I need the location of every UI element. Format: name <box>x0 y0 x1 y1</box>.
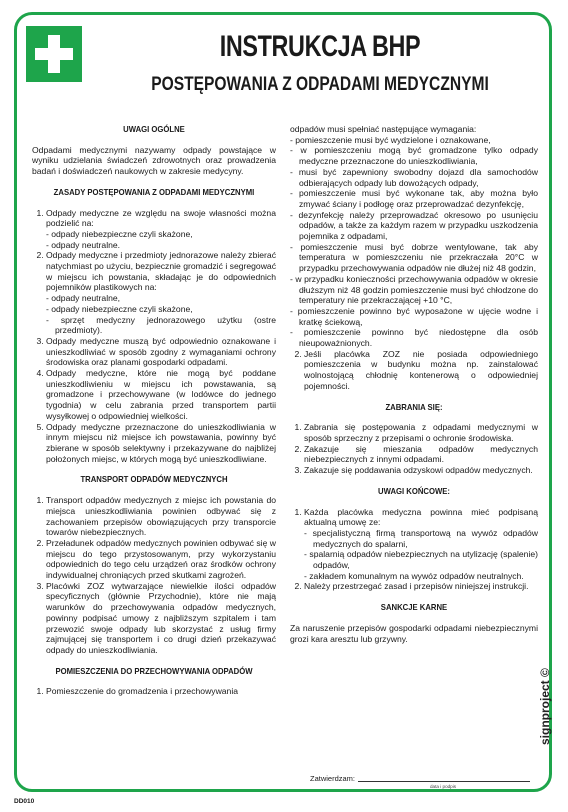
list-item: 1. Transport odpadów medycznych z miejsc ich powstania do miejsca unieszkodliwiania powinien odbywać się z zachowaniem przepisów obowiązujących przy transporcie towarów niebezpiecznych. <box>46 495 276 538</box>
list-item: - specjalistyczną firmą transportową na wywóz odpadów medycznych do spalarni, <box>304 528 538 549</box>
list-item: 4. Odpady medyczne, które nie mogą być poddane unieszkodliwieniu w miejscu ich powstawania, są gromadzone i przechowywane (w lodówce do jednego tygodnia) w celu zabrania przed transportem partii wysyłkowej o odpowiedniej wielkości. <box>46 368 276 422</box>
left-column <box>32 124 276 697</box>
list-item: - musi być zapewniony swobodny dojazd dla samochodów odbierających odpady lub dowożących odpady, <box>290 167 538 188</box>
list-item: 2. Jeśli placówka ZOZ nie posiada odpowiedniego pomieszczenia w budynku można np. zainstalować wolnostojącą chłodnię kontenerową o odpowiedniej pojemności. <box>304 349 538 392</box>
list-item: - zakładem komunalnym na wywóz odpadów neutralnych. <box>304 571 538 582</box>
list-item: - odpady neutralne. <box>46 240 276 251</box>
list-item: 3. Zakazuje się poddawania odzyskowi odpadów medycznych. <box>304 465 538 476</box>
page-title: INSTRUKCJA BHP <box>219 30 421 63</box>
right-column <box>290 124 538 644</box>
signature-line <box>358 781 530 782</box>
list-item: - odpady niebezpieczne czyli skażone, <box>46 229 276 240</box>
przechowywanie-list <box>32 686 276 697</box>
list-item: 5. Odpady medyczne przeznaczone do unieszkodliwiania w innym miejscu niż miejsce ich powstawania, powinny być zbierane w sposób selektywny i przekazywane do najbliżej położonych miejsc, w których mogą być unieszkodliwiane. <box>46 422 276 465</box>
list-item: 2. Zakazuje się mieszania odpadów medycznych niebezpiecznych z innymi odpadami. <box>304 444 538 465</box>
section-heading-przechowywanie: POMIESZCZENIA DO PRZECHOWYWANIA ODPADÓW <box>55 665 253 676</box>
list-item: 3. Placówki ZOZ wytwarzające niewielkie ilości odpadów specyficznych (głównie Przychodnie), które nie mają warunków do przechowywania odpadów medycznych, powinny podpisać umowy z najbliższym szpitalem i tam przewozić swoje odpady lub skorzystać z usług firmy zajmującej się transportem i co drugi dzień przekazywać odpady do unieszkodliwiania. <box>46 581 276 656</box>
section-heading-uwagi: UWAGI OGÓLNE <box>123 124 185 134</box>
przechowywanie-continued: odpadów musi spełniać następujące wymagania: <box>290 124 477 134</box>
section-heading-zasady: ZASADY POSTĘPOWANIA Z ODPADAMI MEDYCZNYMI <box>53 186 255 197</box>
list-item: - w pomieszczeniu mogą być gromadzone tylko odpady medyczne przeznaczone do unieszkodliwiania, <box>290 145 538 166</box>
list-item: - spalarnią odpadów niebezpiecznych na utylizację (spalenie) odpadów, <box>304 549 538 570</box>
requirements-list <box>290 135 538 349</box>
list-item: 2. Przeładunek odpadów medycznych powinien odbywać się w miejscu do tego przystosowanym, przy wykorzystaniu odpowiednich do tego celu urządzeń oraz środków ochrony indywidualnej chroniących przed skutkami zagrożeń. <box>46 538 276 581</box>
transport-list <box>32 495 276 656</box>
list-item: - w przypadku konieczności przechowywania odpadów w okresie dłuższym niż 48 godzin pomieszczenie musi być chłodzone do temperatury nie przekraczającej +10 °C, <box>290 274 538 306</box>
list-item: - odpady niebezpieczne czyli skażone, <box>46 304 276 315</box>
przechowywanie-list-continued <box>290 349 538 392</box>
list-item: 1. Zabrania się postępowania z odpadami medycznymi w sposób sprzeczny z przepisami o ochronie środowiska. <box>304 422 538 443</box>
list-item: 1. Pomieszczenie do gromadzenia i przechowywania <box>46 686 276 697</box>
section-heading-zabrania: ZABRANIA SIĘ: <box>385 401 443 412</box>
zasady-list <box>32 208 276 465</box>
first-aid-cross-icon <box>26 26 82 82</box>
list-item: 3. Odpady medyczne muszą być odpowiednio oznakowane i unieszkodliwiać w sposób zgodny z wymaganiami ochrony środowiska oraz planami gospodarki odpadami. <box>46 336 276 368</box>
section-heading-sankcje: SANKCJE KARNE <box>380 602 448 613</box>
zabrania-list <box>290 422 538 476</box>
list-item: - pomieszczenie musi być dobrze wentylowane, tak aby temperatura w pomieszczeniu nie przekraczała 20°C w przypadku przechowywania odpadów nie dłużej niż 48 godzin, <box>290 242 538 274</box>
section-heading-transport: TRANSPORT ODPADÓW MEDYCZNYCH <box>80 474 228 485</box>
sankcje-text: Za naruszenie przepisów gospodarki odpadami niebezpiecznymi grozi kara aresztu lub grzywny. <box>290 622 538 644</box>
list-item: - pomieszczenie musi być wydzielone i oznakowane, <box>290 135 538 146</box>
section-heading-koncowe: UWAGI KOŃCOWE: <box>378 485 450 496</box>
signature-caption: data i podpis <box>430 784 457 789</box>
list-item: 1. Każda placówka medyczna powinna mieć podpisaną aktualną umowę ze: - specjalistyczną firmą transportową na wywóz odpadów medycznych do spalarni, - spalarnią odpadów niebezpiecznych na utylizację (spalenie) odpadów, - zakładem komunalnym na wywóz odpadów neutralnych. <box>304 507 538 582</box>
brand-label: signproject © <box>538 668 552 745</box>
uwagi-text: Odpadami medycznymi nazywamy odpady powstające w wyniku udzielania świadczeń zdrowotnych oraz prowadzenia badań i doświadczeń naukowych w zakresie medycyny. <box>32 144 276 177</box>
approve-label: Zatwierdzam: <box>310 774 356 783</box>
koncowe-list <box>290 507 538 593</box>
list-item: - sprzęt medyczny jednorazowego użytku (ostre przedmioty). <box>46 315 276 336</box>
page-subtitle: POSTĘPOWANIA Z ODPADAMI MEDYCZNYMI <box>151 74 489 95</box>
list-item: - pomieszczenie powinno być wyposażone w ujęcie wodne i kratkę ściekową, <box>290 306 538 327</box>
list-item: - dezynfekcję należy przeprowadzać okresowo po usunięciu odpadów, a także za każdym razem w przypadku uszkodzenia pojemnika z odpadami, <box>290 210 538 242</box>
list-item: - pomieszczenie powinno być niedostępne dla osób nieupoważnionych. <box>290 327 538 348</box>
list-item: - odpady neutralne, <box>46 293 276 304</box>
list-item: 2. Należy przestrzegać zasad i przepisów niniejszej instrukcji. <box>304 581 538 592</box>
list-item: - pomieszczenie musi być wykonane tak, aby można było zmywać ściany i podłogę oraz przeprowadzać dezynfekcję, <box>290 188 538 209</box>
product-code: DD010 <box>14 798 35 805</box>
list-item: 2. Odpady medyczne i przedmioty jednorazowe należy zbierać natychmiast po użyciu, bezpiecznie gromadzić i segregować w miejscu ich powstania, składając je do odpowiednich pojemników plastikowych na: - odpady neutralne, - odpady niebezpieczne czyli skażone, - sprzęt medyczny jednorazowego użytku (ostre przedmioty). <box>46 250 276 336</box>
list-item: 1. Odpady medyczne ze względu na swoje własności można podzielić na: - odpady niebezpieczne czyli skażone, - odpady neutralne. <box>46 208 276 251</box>
